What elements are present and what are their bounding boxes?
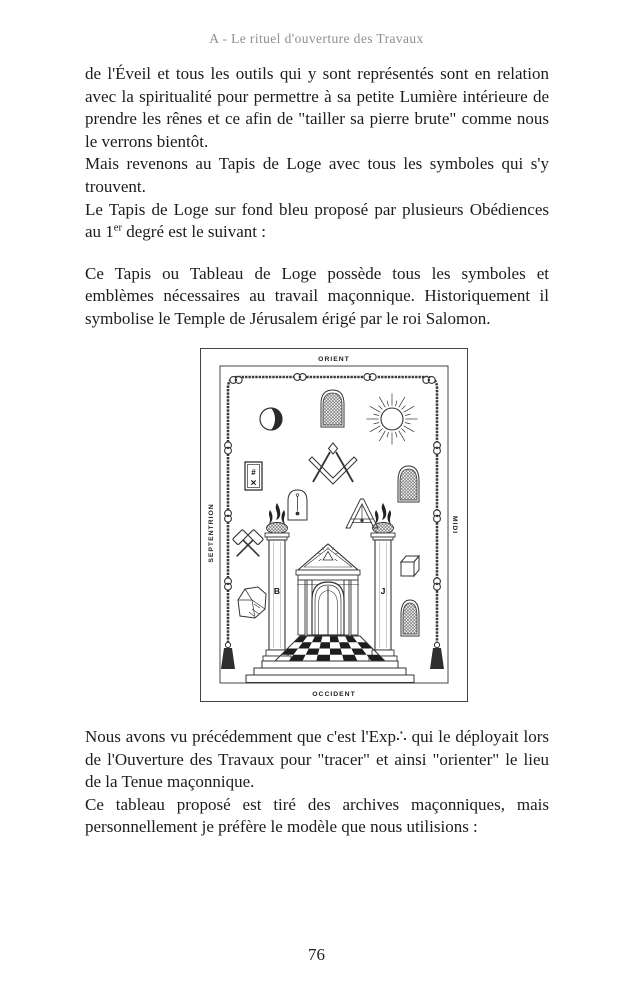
tablet-glyph-top: # — [251, 468, 256, 477]
column-j-letter: J — [380, 586, 386, 596]
window-orient-icon — [321, 390, 344, 427]
window-midi-upper-icon — [398, 466, 419, 502]
moon-icon — [260, 408, 282, 430]
cubic-stone-icon — [401, 556, 419, 576]
ordinal-superscript: er — [113, 222, 122, 234]
column-b-letter: B — [273, 586, 281, 596]
paragraph-text: Le Tapis de Loge sur fond bleu proposé par plusieurs Obédiences au 1 — [85, 199, 549, 242]
tracing-board-figure — [200, 348, 468, 702]
paragraph-nous-avons-vu: Nous avons vu précédemment que c'est l'Exp∴ qui le déployait lors de l'Ouverture des Travaux pour "tracer" et ainsi "orienter" le lieu de la Tenue maçonnique. — [85, 727, 549, 792]
window-midi-lower-icon — [401, 600, 419, 636]
paragraph-tapis-fond-bleu — [85, 199, 549, 244]
temple-doors — [312, 582, 344, 635]
page-number: 76 — [308, 945, 325, 964]
paragraph-text: degré est le suivant : — [121, 222, 266, 242]
tablet-glyph-bottom: ✕ — [250, 478, 257, 488]
paragraph-ce-tableau: Ce tableau proposé est tiré des archives maçonniques, mais personnellement je préfère le modèle que nous utilisions : — [85, 794, 549, 837]
paragraph-tableau-de-loge: Ce Tapis ou Tableau de Loge possède tous les symboles et emblèmes nécessaires au travail maçonnique. Historiquement il symbolise le Temple de Jérusalem érigé par le roi Salomon. — [85, 263, 549, 328]
paragraph-eveil: de l'Éveil et tous les outils qui y sont représentés sont en relation avec la spiritualité pour permettre à sa petite Lumière intérieure de prendre les rênes et ce afin de "tailler sa pierre brute" comme nous le verrons bientôt. — [85, 64, 549, 151]
paragraph-mais-revenons: Mais revenons au Tapis de Loge avec tous les symboles qui s'y trouvent. — [85, 154, 549, 196]
text-block-upper — [85, 63, 549, 331]
plumb-rule-icon — [288, 490, 307, 520]
midi-label: MIDI — [451, 515, 458, 535]
occident-label: OCCIDENT — [312, 691, 356, 698]
orient-label: ORIENT — [318, 356, 350, 363]
septentrion-label: SEPTENTRION — [208, 503, 215, 563]
temple-steps — [246, 661, 414, 683]
text-block-lower — [85, 726, 549, 839]
tracing-board-tablet-icon — [245, 462, 262, 490]
running-header: A - Le rituel d'ouverture des Travaux — [209, 31, 424, 46]
